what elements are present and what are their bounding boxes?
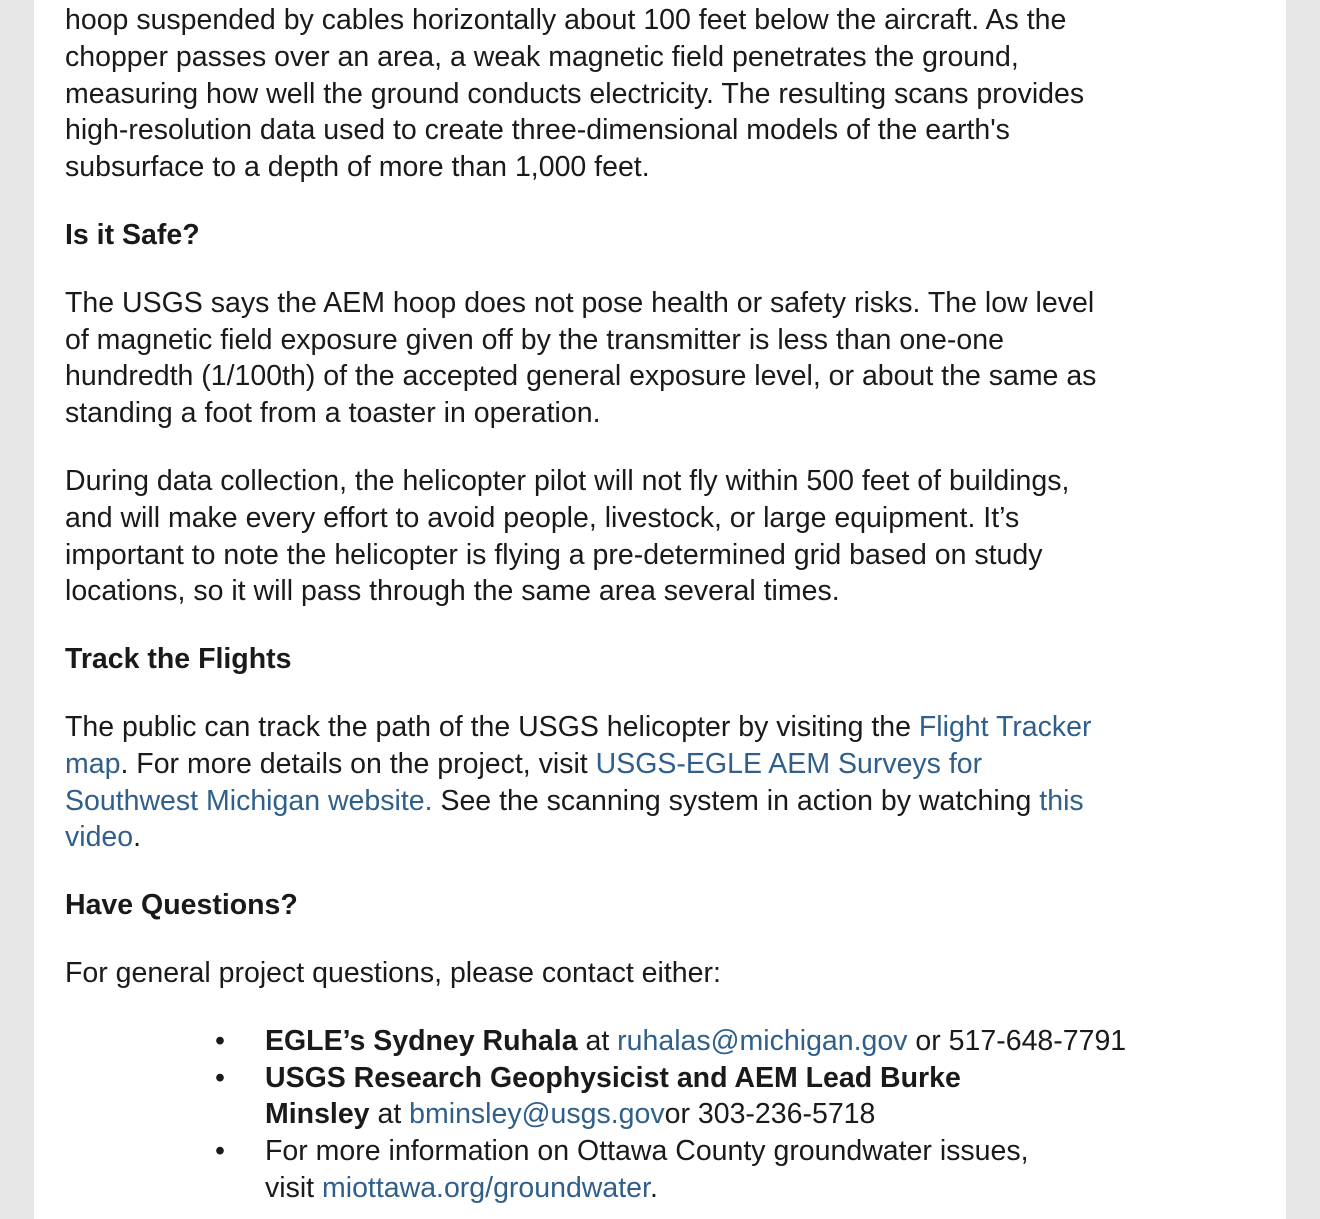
heading-track-the-flights: Track the Flights bbox=[65, 643, 292, 676]
flight-tracker-link-cont[interactable]: map bbox=[65, 747, 121, 780]
track-text: . bbox=[133, 821, 142, 854]
track-text: See the scanning system in action by watching bbox=[432, 784, 1040, 817]
list-item bbox=[215, 1023, 1255, 1060]
contact-phone: or 303-236-5718 bbox=[664, 1098, 876, 1131]
contact-phone: or 517-648-7791 bbox=[907, 1024, 1127, 1057]
contact-text: at bbox=[577, 1024, 618, 1057]
video-link[interactable]: this bbox=[1039, 784, 1084, 817]
contact-text: at bbox=[369, 1098, 410, 1131]
contact-name: USGS Research Geophysicist and AEM Lead Burke bbox=[265, 1061, 961, 1094]
track-text: The public can track the path of the USGS helicopter by visiting the bbox=[65, 710, 919, 743]
text-line: measuring how well the ground conducts electricity. The resulting scans provides bbox=[65, 77, 1085, 110]
text-line: chopper passes over an area, a weak magnetic field penetrates the ground, bbox=[65, 40, 1019, 73]
track-text: . For more details on the project, visit bbox=[120, 747, 596, 780]
contact-text: . bbox=[649, 1171, 658, 1204]
questions-intro: For general project questions, please contact either: bbox=[65, 956, 721, 989]
contact-text: visit bbox=[265, 1171, 322, 1204]
text-line: important to note the helicopter is flying a pre-determined grid based on study bbox=[65, 538, 1043, 571]
text-line: The USGS says the AEM hoop does not pose health or safety risks. The low level bbox=[65, 286, 1095, 319]
intro-paragraph bbox=[65, 2, 1255, 186]
document-content bbox=[65, 2, 1255, 1207]
email-link-ruhala[interactable]: ruhalas@michigan.gov bbox=[617, 1024, 908, 1057]
data-collection-paragraph bbox=[65, 463, 1255, 610]
contact-name: EGLE’s Sydney Ruhala bbox=[265, 1024, 578, 1057]
track-paragraph bbox=[65, 709, 1255, 856]
safety-paragraph bbox=[65, 285, 1255, 432]
list-item bbox=[215, 1060, 1255, 1134]
document-page bbox=[34, 0, 1286, 1219]
text-line: of magnetic field exposure given off by the transmitter is less than one-one bbox=[65, 323, 1004, 356]
text-line: standing a foot from a toaster in operation. bbox=[65, 397, 601, 430]
text-line: During data collection, the helicopter pilot will not fly within 500 feet of buildings, bbox=[65, 464, 1070, 497]
flight-tracker-link[interactable]: Flight Tracker bbox=[918, 710, 1092, 743]
text-line: locations, so it will pass through the same area several times. bbox=[65, 575, 840, 608]
text-line: high-resolution data used to create three-dimensional models of the earth's bbox=[65, 114, 1010, 147]
contacts-list bbox=[65, 1023, 1255, 1207]
bullet-icon: • bbox=[215, 1024, 225, 1057]
contact-name-cont: Minsley bbox=[265, 1098, 370, 1131]
text-line: hoop suspended by cables horizontally about 100 feet below the aircraft. As the bbox=[65, 4, 1067, 36]
heading-is-it-safe: Is it Safe? bbox=[65, 218, 200, 251]
text-line: and will make every effort to avoid people, livestock, or large equipment. It’s bbox=[65, 501, 1020, 534]
bullet-icon: • bbox=[215, 1061, 225, 1094]
video-link-cont[interactable]: video bbox=[65, 821, 134, 854]
text-line: subsurface to a depth of more than 1,000 feet. bbox=[65, 151, 650, 184]
email-link-minsley[interactable]: bminsley@usgs.gov bbox=[409, 1098, 665, 1131]
list-item bbox=[215, 1133, 1255, 1207]
bullet-icon: • bbox=[215, 1135, 225, 1168]
miottawa-groundwater-link[interactable]: miottawa.org/groundwater bbox=[322, 1171, 650, 1204]
aem-surveys-link-cont[interactable]: Southwest Michigan website. bbox=[65, 784, 433, 817]
text-line: hundredth (1/100th) of the accepted general exposure level, or about the same as bbox=[65, 360, 1097, 393]
aem-surveys-link[interactable]: USGS-EGLE AEM Surveys for bbox=[595, 747, 983, 780]
heading-have-questions: Have Questions? bbox=[65, 889, 298, 922]
contact-text: For more information on Ottawa County groundwater issues, bbox=[265, 1135, 1029, 1168]
